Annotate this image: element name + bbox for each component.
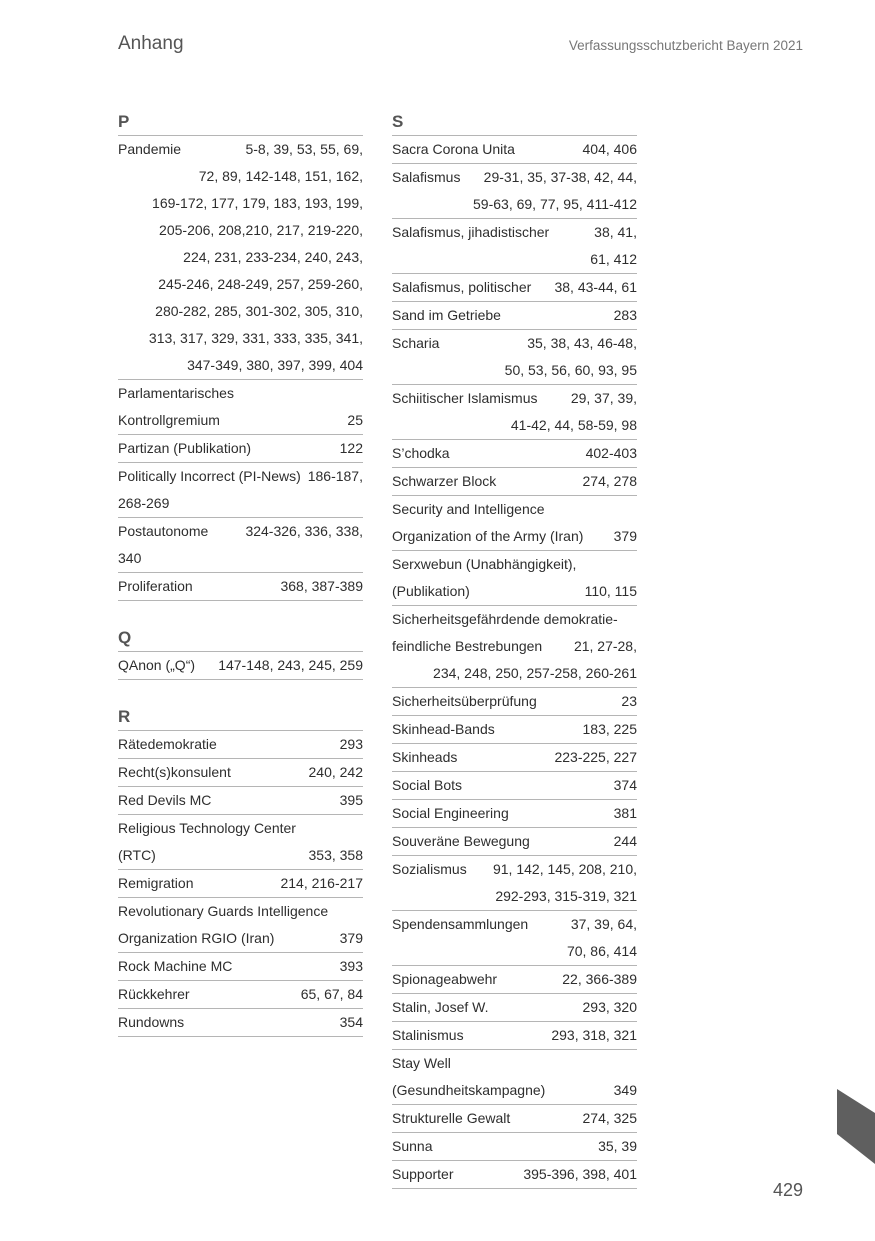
index-entry: [392, 467, 637, 495]
index-entry-line: [392, 1105, 637, 1132]
index-entry: [392, 384, 637, 439]
index-page-refs: 379: [339, 930, 363, 946]
index-entry-line: [118, 787, 363, 814]
index-page-refs: 402-403: [585, 445, 637, 461]
index-page-refs: 59-63, 69, 77, 95, 411-412: [473, 196, 637, 212]
index-term: Serxwebun (Unabhängigkeit),: [392, 556, 577, 572]
index-term: Schwarzer Block: [392, 473, 497, 489]
index-entry-line: [392, 219, 637, 246]
index-term: Organization of the Army (Iran): [392, 528, 584, 544]
index-term: Salafismus: [392, 169, 461, 185]
index-entry: [392, 605, 637, 687]
index-page-refs: 224, 231, 233-234, 240, 243,: [183, 249, 363, 265]
index-term: QAnon („Q“): [118, 657, 196, 673]
index-page-refs: 293, 320: [582, 999, 637, 1015]
index-page-refs: 395: [339, 792, 363, 808]
index-page-refs: 395-396, 398, 401: [523, 1166, 637, 1182]
index-entry-line: [392, 828, 637, 855]
index-entry: [392, 1021, 637, 1049]
index-page-refs: 368, 387-389: [280, 578, 363, 594]
index-term: Spionageabwehr: [392, 971, 498, 987]
index-entry: [392, 993, 637, 1021]
index-term: Partizan (Publikation): [118, 440, 252, 456]
index-entry-line: [392, 688, 637, 715]
index-entry-line: [118, 759, 363, 786]
index-page-refs: 283: [613, 307, 637, 323]
index-entry: [392, 135, 637, 163]
index-entry: [118, 462, 363, 517]
index-entry-line: [392, 856, 637, 883]
index-term: Recht(s)konsulent: [118, 764, 231, 780]
index-term: Strukturelle Gewalt: [392, 1110, 511, 1126]
index-entry: [118, 980, 363, 1008]
index-page-refs: 23: [621, 693, 637, 709]
index-entry: [118, 1008, 363, 1037]
index-page-refs: 22, 366-389: [562, 971, 637, 987]
index-term: Sicherheitsüberprüfung: [392, 693, 537, 709]
index-entry-line: [392, 302, 637, 329]
index-term: Schiitischer Islamismus: [392, 390, 538, 406]
index-entry-line: [392, 136, 637, 163]
index-page-refs: 25: [347, 412, 363, 428]
index-entry-line: [392, 911, 637, 938]
index-entry-line: [392, 1077, 637, 1104]
index-term: Security and Intelligence: [392, 501, 545, 517]
index-term: Sacra Corona Unita: [392, 141, 515, 157]
index-term: Sicherheitsgefährdende demokratie-: [392, 611, 618, 627]
index-entry-line: [392, 412, 637, 439]
index-page-refs: 324-326, 336, 338,: [245, 523, 363, 539]
section-title: Anhang: [118, 33, 184, 54]
index-page-refs: 293: [339, 736, 363, 752]
index-entry-line: [118, 731, 363, 758]
index-term: Sunna: [392, 1138, 433, 1154]
index-entry-line: [392, 883, 637, 910]
index-page-refs: 72, 89, 142-148, 151, 162,: [198, 168, 363, 184]
index-page-refs: 292-293, 315-319, 321: [495, 888, 637, 904]
index-entry-line: [118, 870, 363, 897]
index-page-refs: 374: [613, 777, 637, 793]
index-term: 268-269: [118, 495, 170, 511]
index-entry-line: [118, 573, 363, 600]
index-entry-line: [392, 274, 637, 301]
index-entry: [392, 799, 637, 827]
index-term: S’chodka: [392, 445, 450, 461]
index-entry-line: [392, 938, 637, 965]
index-entry-line: [392, 716, 637, 743]
index-page-refs: 70, 86, 414: [566, 943, 637, 959]
index-term: Skinhead-Bands: [392, 721, 495, 737]
index-term: Kontrollgremium: [118, 412, 220, 428]
index-entry: [392, 329, 637, 384]
index-term: Rock Machine MC: [118, 958, 233, 974]
index-entry: [392, 1132, 637, 1160]
index-entry-line: [392, 164, 637, 191]
index-entry-line: [118, 163, 363, 190]
index-entry-line: [118, 953, 363, 980]
index-entry-line: [392, 606, 637, 633]
index-entry: [118, 730, 363, 758]
index-letter-heading: Q: [118, 628, 132, 647]
index-page-refs: 354: [339, 1014, 363, 1030]
index-term: (Publikation): [392, 583, 470, 599]
index-page-refs: 183, 225: [582, 721, 637, 737]
index-entry-line: [118, 981, 363, 1008]
index-entry-line: [392, 246, 637, 273]
index-page-refs: 122: [339, 440, 363, 456]
index-entry-line: [392, 1050, 637, 1077]
index-entry: [118, 897, 363, 952]
index-page-refs: 5-8, 39, 53, 55, 69,: [245, 141, 363, 157]
index-entry-line: [392, 994, 637, 1021]
index-page-refs: 245-246, 248-249, 257, 259-260,: [158, 276, 363, 292]
index-entry-line: [392, 385, 637, 412]
index-entry-line: [118, 545, 363, 572]
index-entry-line: [118, 463, 363, 490]
index-entry-line: [392, 440, 637, 467]
index-entry: [118, 651, 363, 680]
index-term: Souveräne Bewegung: [392, 833, 530, 849]
index-page-refs: 313, 317, 329, 331, 333, 335, 341,: [148, 330, 363, 346]
index-entry-line: [392, 772, 637, 799]
index-page-refs: 110, 115: [584, 583, 637, 599]
index-term: Revolutionary Guards Intelligence: [118, 903, 329, 919]
index-page-refs: 38, 41,: [594, 224, 637, 240]
index-term: Spendensammlungen: [392, 916, 529, 932]
index-page-refs: 29, 37, 39,: [570, 390, 637, 406]
index-entry-line: [118, 407, 363, 434]
index-entry: [118, 758, 363, 786]
page-number: 429: [772, 1180, 803, 1200]
index-entry-line: [118, 842, 363, 869]
index-page-refs: 38, 43-44, 61: [554, 279, 637, 295]
index-page-refs: 393: [339, 958, 363, 974]
index-term: Sand im Getriebe: [392, 307, 501, 323]
index-page-refs: 280-282, 285, 301-302, 305, 310,: [155, 303, 363, 319]
index-letter-heading: R: [118, 707, 131, 726]
index-entry-line: [392, 357, 637, 384]
index-page-refs: 91, 142, 145, 208, 210,: [492, 861, 637, 877]
index-entry: [118, 434, 363, 462]
index-entry-line: [118, 380, 363, 407]
publication-title: Verfassungsschutzbericht Bayern 2021: [568, 38, 803, 53]
index-entry-line: [118, 815, 363, 842]
index-entry-line: [118, 298, 363, 325]
index-entry: [392, 495, 637, 550]
index-entry: [392, 439, 637, 467]
index-page-refs: 186-187,: [307, 468, 363, 484]
index-term: Organization RGIO (Iran): [118, 930, 275, 946]
index-page-refs: 349: [613, 1082, 637, 1098]
index-term: Rätedemokratie: [118, 736, 217, 752]
index-page-refs: 37, 39, 64,: [570, 916, 637, 932]
index-entry: [118, 572, 363, 601]
index-entry-line: [392, 660, 637, 687]
index-entry-line: [392, 800, 637, 827]
index-entry-line: [118, 435, 363, 462]
index-term: Supporter: [392, 1166, 454, 1182]
index-term: Pandemie: [118, 141, 182, 157]
index-page-refs: 29-31, 35, 37-38, 42, 44,: [483, 169, 637, 185]
index-entry-line: [392, 330, 637, 357]
index-term: Salafismus, jihadistischer: [392, 224, 550, 240]
index-term: Stalin, Josef W.: [392, 999, 489, 1015]
index-page-refs: 61, 412: [590, 251, 637, 267]
index-entry: [392, 550, 637, 605]
index-entry: [392, 1104, 637, 1132]
index-entry: [118, 135, 363, 379]
index-page-refs: 234, 248, 250, 257-258, 260-261: [433, 665, 637, 681]
index-column-right: [392, 109, 637, 1189]
index-term: Proliferation: [118, 578, 193, 594]
index-page-refs: 274, 278: [582, 473, 637, 489]
index-term: Stalinismus: [392, 1027, 464, 1043]
index-entry-line: [392, 468, 637, 495]
index-page-refs: 35, 39: [598, 1138, 637, 1154]
index-term: Religious Technology Center: [118, 820, 296, 836]
index-term: Salafismus, politischer: [392, 279, 532, 295]
index-entry-line: [118, 1009, 363, 1036]
index-entry-line: [118, 271, 363, 298]
index-entry-line: [392, 191, 637, 218]
index-entry-line: [392, 551, 637, 578]
index-page-refs: 353, 358: [308, 847, 363, 863]
index-page-refs: 214, 216-217: [280, 875, 363, 891]
index-entry: [392, 163, 637, 218]
index-entry: [118, 786, 363, 814]
index-term: Rückkehrer: [118, 986, 190, 1002]
index-entry-line: [392, 1022, 637, 1049]
index-page-refs: 223-225, 227: [554, 749, 637, 765]
index-page-refs: 404, 406: [582, 141, 637, 157]
index-entry-line: [118, 325, 363, 352]
index-term: (RTC): [118, 847, 156, 863]
index-letter-heading: S: [392, 112, 404, 131]
index-term: Parlamentarisches: [118, 385, 234, 401]
index-entry: [392, 743, 637, 771]
index-page-refs: 147-148, 243, 245, 259: [218, 657, 363, 673]
index-entry-line: [392, 1133, 637, 1160]
index-entry: [392, 687, 637, 715]
index-page-refs: 240, 242: [308, 764, 363, 780]
index-entry: [118, 952, 363, 980]
index-entry: [392, 771, 637, 799]
index-term: Skinheads: [392, 749, 458, 765]
index-entry-line: [118, 244, 363, 271]
index-entry-line: [118, 352, 363, 379]
index-entry-line: [118, 898, 363, 925]
index-term: Sozialismus: [392, 861, 467, 877]
index-entry: [392, 301, 637, 329]
index-entry: [392, 910, 637, 965]
index-term: Social Engineering: [392, 805, 509, 821]
index-term: (Gesundheitskampagne): [392, 1082, 546, 1098]
index-entry: [392, 965, 637, 993]
index-page-refs: 347-349, 380, 397, 399, 404: [187, 357, 363, 373]
index-entry-line: [392, 523, 637, 550]
index-term: feindliche Bestrebungen: [392, 638, 543, 654]
index-entry-line: [392, 496, 637, 523]
index-entry: [118, 379, 363, 434]
index-page-refs: 65, 67, 84: [300, 986, 363, 1002]
index-entry: [118, 869, 363, 897]
index-page-refs: 169-172, 177, 179, 183, 193, 199,: [152, 195, 363, 211]
index-term: Remigration: [118, 875, 194, 891]
index-page-refs: 50, 53, 56, 60, 93, 95: [504, 362, 637, 378]
index-term: 340: [118, 550, 142, 566]
index-page-refs: 21, 27-28,: [573, 638, 637, 654]
index-page-refs: 41-42, 44, 58-59, 98: [510, 417, 637, 433]
index-entry: [392, 273, 637, 301]
index-term: Red Devils MC: [118, 792, 212, 808]
index-entry-line: [392, 578, 637, 605]
index-page-refs: 205-206, 208,210, 217, 219-220,: [159, 222, 363, 238]
index-entry-line: [392, 1161, 637, 1188]
index-page-refs: 379: [613, 528, 637, 544]
index-page-refs: 293, 318, 321: [551, 1027, 637, 1043]
index-entry-line: [392, 744, 637, 771]
index-term: Rundowns: [118, 1014, 185, 1030]
index-term: Scharia: [392, 335, 440, 351]
index-entry: [392, 1049, 637, 1104]
index-entry-line: [118, 925, 363, 952]
index-entry-line: [118, 136, 363, 163]
index-page-refs: 381: [613, 805, 637, 821]
thumb-index-tab: [837, 1089, 875, 1164]
index-entry: [392, 855, 637, 910]
index-page-refs: 244: [613, 833, 637, 849]
index-term: Social Bots: [392, 777, 463, 793]
index-entry-line: [118, 217, 363, 244]
index-entry: [392, 715, 637, 743]
index-entry-line: [118, 490, 363, 517]
index-entry-line: [118, 518, 363, 545]
index-entry-line: [118, 190, 363, 217]
index-entry: [118, 814, 363, 869]
index-page-refs: 35, 38, 43, 46-48,: [527, 335, 637, 351]
index-entry: [392, 1160, 637, 1189]
index-page-refs: 274, 325: [582, 1110, 637, 1126]
index-column-left: [118, 109, 363, 1037]
index-entry-line: [392, 633, 637, 660]
index-entry: [118, 517, 363, 572]
index-term: Stay Well: [392, 1055, 451, 1071]
index-entry-line: [392, 966, 637, 993]
index-entry-line: [118, 652, 363, 679]
index-entry: [392, 827, 637, 855]
index-term: Postautonome: [118, 523, 209, 539]
index-entry: [392, 218, 637, 273]
index-term: Politically Incorrect (PI-News): [118, 468, 301, 484]
index-letter-heading: P: [118, 112, 130, 131]
